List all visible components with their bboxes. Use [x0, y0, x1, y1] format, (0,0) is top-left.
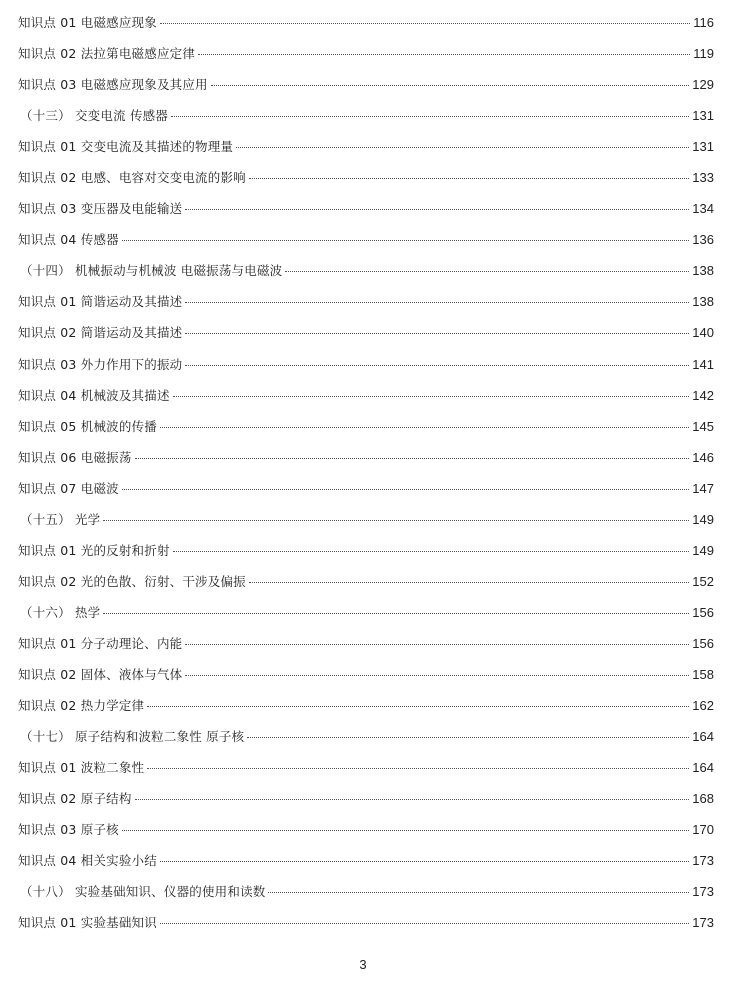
toc-section-title: （十七） 原子结构和波粒二象性 原子核	[20, 729, 245, 745]
toc-entry-page: 173	[692, 853, 714, 869]
toc-entry[interactable]	[18, 783, 714, 814]
toc-entry-title: 知识点 01 交变电流及其描述的物理量	[18, 139, 234, 155]
toc-entry[interactable]	[18, 659, 714, 690]
toc-dot-leader	[160, 427, 689, 428]
toc-entry-title: 知识点 06 电磁振荡	[18, 449, 132, 465]
toc-entry-title: 知识点 01 波粒二象性	[18, 760, 145, 776]
toc-entry-page: 138	[692, 294, 714, 310]
toc-entry[interactable]	[18, 69, 714, 100]
toc-entry-page: 168	[692, 791, 714, 807]
toc-dot-leader	[103, 613, 689, 614]
toc-section-entry[interactable]	[18, 876, 714, 907]
toc-entry-title: 知识点 01 分子动理论、内能	[18, 635, 183, 651]
toc-dot-leader	[173, 551, 690, 552]
toc-dot-leader	[173, 396, 690, 397]
toc-entry-page: 142	[692, 387, 714, 403]
toc-entry-page: 129	[692, 77, 714, 93]
toc-entry-title: 知识点 04 机械波及其描述	[18, 387, 170, 403]
toc-entry-page: 133	[692, 170, 714, 186]
toc-entry-title: 知识点 02 热力学定律	[18, 698, 145, 714]
toc-entry-page: 145	[692, 418, 714, 434]
toc-dot-leader	[249, 582, 689, 583]
toc-dot-leader	[122, 830, 689, 831]
toc-entry-title: 知识点 01 电磁感应现象	[18, 15, 157, 30]
toc-entry-page: 131	[692, 139, 714, 155]
toc-entry[interactable]	[18, 224, 714, 255]
toc-entry[interactable]	[18, 473, 714, 504]
toc-entry-title: 知识点 03 变压器及电能输送	[18, 201, 183, 217]
toc-entry[interactable]	[18, 131, 714, 162]
toc-entry-title: 知识点 02 简谐运动及其描述	[18, 325, 183, 341]
toc-entry-title: 知识点 04 相关实验小结	[18, 853, 157, 869]
toc-entry[interactable]	[18, 907, 714, 938]
toc-entry[interactable]	[18, 442, 714, 473]
toc-entry[interactable]	[18, 162, 714, 193]
toc-dot-leader	[147, 706, 689, 707]
toc-entry-title: 知识点 03 原子核	[18, 822, 119, 838]
table-of-contents	[18, 7, 714, 938]
toc-entry[interactable]	[18, 193, 714, 224]
toc-entry-page: 147	[692, 480, 714, 496]
toc-entry-title: 知识点 02 固体、液体与气体	[18, 666, 183, 682]
toc-entry-page: 156	[692, 604, 714, 620]
toc-dot-leader	[268, 892, 689, 893]
toc-entry-page: 173	[692, 915, 714, 931]
toc-entry-title: 知识点 02 原子结构	[18, 791, 132, 807]
toc-section-title: （十三） 交变电流 传感器	[20, 108, 169, 124]
toc-entry-page: 164	[692, 760, 714, 776]
toc-dot-leader	[185, 333, 689, 334]
toc-entry-page: 162	[692, 698, 714, 714]
toc-entry-page: 156	[692, 635, 714, 651]
toc-dot-leader	[198, 54, 690, 55]
toc-entry-page: 173	[692, 884, 714, 900]
toc-entry-page: 158	[692, 666, 714, 682]
toc-section-title: （十五） 光学	[20, 511, 101, 527]
toc-entry-title: 知识点 01 实验基础知识	[18, 915, 157, 931]
toc-entry-title: 知识点 02 法拉第电磁感应定律	[18, 46, 196, 62]
toc-dot-leader	[160, 861, 689, 862]
toc-entry[interactable]	[18, 566, 714, 597]
toc-dot-leader	[185, 644, 689, 645]
toc-entry-page: 140	[692, 325, 714, 341]
toc-entry[interactable]	[18, 752, 714, 783]
toc-entry[interactable]	[18, 845, 714, 876]
toc-entry-page: 164	[692, 729, 714, 745]
toc-entry[interactable]	[18, 628, 714, 659]
toc-entry-page: 138	[692, 263, 714, 279]
toc-entry-page: 134	[692, 201, 714, 217]
toc-entry[interactable]	[18, 380, 714, 411]
toc-section-entry[interactable]	[18, 504, 714, 535]
toc-dot-leader	[122, 489, 689, 490]
toc-dot-leader	[285, 271, 689, 272]
toc-section-title: （十六） 热学	[20, 604, 101, 620]
toc-entry[interactable]	[18, 690, 714, 721]
toc-dot-leader	[171, 116, 689, 117]
toc-entry-page: 149	[692, 511, 714, 527]
toc-entry-title: 知识点 02 光的色散、衍射、干涉及偏振	[18, 573, 246, 589]
toc-entry-title: 知识点 07 电磁波	[18, 480, 119, 496]
toc-entry-title: 知识点 01 光的反射和折射	[18, 542, 170, 558]
toc-dot-leader	[185, 302, 689, 303]
toc-dot-leader	[247, 737, 689, 738]
toc-dot-leader	[160, 23, 690, 24]
toc-section-entry[interactable]	[18, 255, 714, 286]
page-number: 3	[359, 957, 367, 972]
toc-entry[interactable]	[18, 535, 714, 566]
toc-entry-title: 知识点 04 传感器	[18, 232, 119, 248]
toc-dot-leader	[236, 147, 689, 148]
toc-dot-leader	[249, 178, 689, 179]
toc-entry-title: 知识点 03 外力作用下的振动	[18, 356, 183, 372]
toc-entry-title: 知识点 05 机械波的传播	[18, 418, 157, 434]
toc-dot-leader	[103, 520, 689, 521]
toc-entry[interactable]	[18, 38, 714, 69]
toc-dot-leader	[122, 240, 689, 241]
toc-dot-leader	[147, 768, 689, 769]
toc-entry[interactable]	[18, 286, 714, 317]
toc-entry-title: 知识点 02 电感、电容对交变电流的影响	[18, 170, 246, 186]
toc-section-entry[interactable]	[18, 597, 714, 628]
toc-dot-leader	[185, 209, 689, 210]
toc-dot-leader	[185, 365, 689, 366]
toc-section-title: （十四） 机械振动与机械波 电磁振荡与电磁波	[20, 263, 283, 279]
toc-entry[interactable]	[18, 317, 714, 348]
toc-entry-title: 知识点 03 电磁感应现象及其应用	[18, 77, 208, 93]
toc-entry-page: 152	[692, 573, 714, 589]
toc-entry[interactable]	[18, 7, 714, 38]
toc-entry-page: 136	[692, 232, 714, 248]
toc-entry-page: 146	[692, 449, 714, 465]
toc-entry-page: 141	[692, 356, 714, 372]
toc-entry-page: 131	[692, 108, 714, 124]
toc-entry[interactable]	[18, 349, 714, 380]
toc-entry-page: 116	[693, 15, 714, 30]
toc-dot-leader	[135, 799, 690, 800]
toc-section-entry[interactable]	[18, 100, 714, 131]
toc-section-entry[interactable]	[18, 721, 714, 752]
toc-entry-title: 知识点 01 简谐运动及其描述	[18, 294, 183, 310]
toc-dot-leader	[135, 458, 690, 459]
toc-entry[interactable]	[18, 814, 714, 845]
toc-entry-page: 170	[692, 822, 714, 838]
toc-entry-page: 119	[693, 46, 714, 62]
toc-dot-leader	[185, 675, 689, 676]
toc-entry[interactable]	[18, 411, 714, 442]
toc-dot-leader	[160, 923, 689, 924]
toc-dot-leader	[211, 85, 690, 86]
toc-section-title: （十八） 实验基础知识、仪器的使用和读数	[20, 884, 266, 900]
toc-entry-page: 149	[692, 542, 714, 558]
